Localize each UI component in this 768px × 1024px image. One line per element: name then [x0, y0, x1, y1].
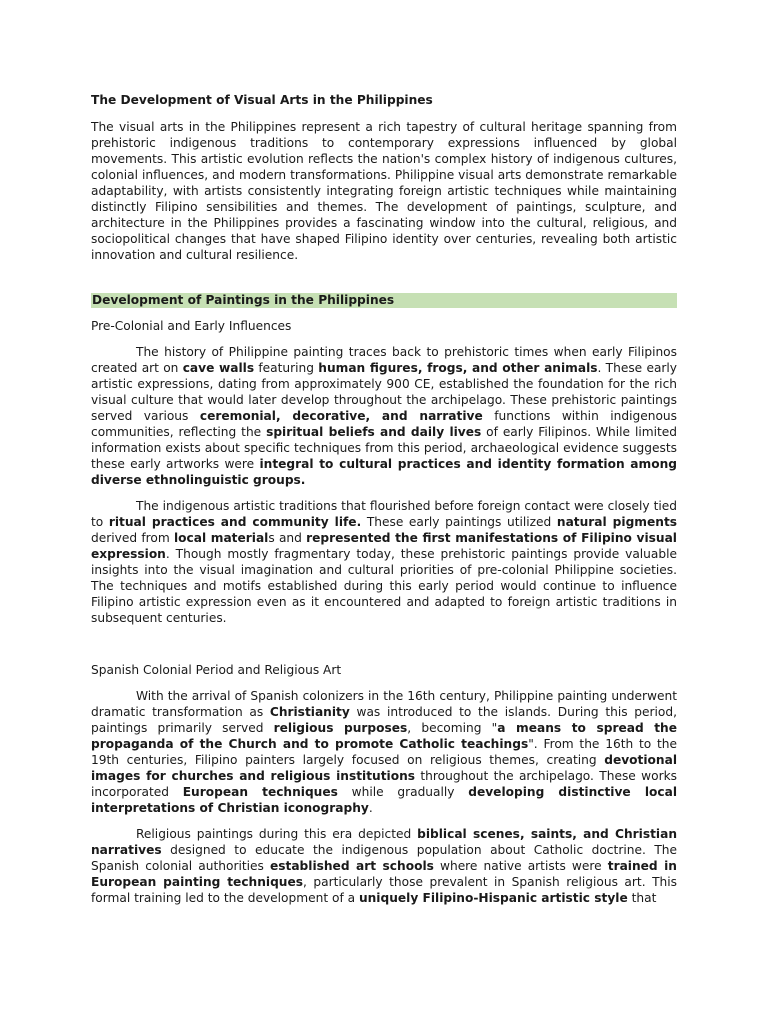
text-run: These early paintings utilized — [361, 515, 557, 529]
text-run: , becoming " — [407, 721, 498, 735]
bold-text-run: integral to cultural practices and identity formation among diverse ethnolinguistic groups. — [91, 457, 677, 487]
intro-paragraph: The visual arts in the Philippines represent a rich tapestry of cultural heritage spanning from prehistoric indigenous traditions to contemporary expressions influenced by global movements. This artistic evolution reflects the nation's complex history of indigenous cultures, colonial influences, and modern transformations. Philippine visual arts demonstrate remarkable adaptability, with artists consistently integrating foreign artistic techniques while maintaining distinctly Filipino sensibilities and themes. The development of paintings, sculpture, and architecture in the Philippines provides a fascinating window into the cultural, religious, and sociopolitical changes that have shaped Filipino identity over centuries, revealing both artistic innovation and cultural resilience. — [91, 120, 677, 262]
body-paragraph — [91, 498, 677, 626]
text-run: . Though mostly fragmentary today, these prehistoric paintings provide valuable insights into the visual imagination and cultural priorities of pre-colonial Philippine societies. The techniques and motifs established during this early period would continue to influence Filipino artistic expression even as it encountered and adapted to foreign artistic traditions in subsequent centuries. — [91, 547, 677, 625]
subsection-heading-precolonial: Pre-Colonial and Early Influences — [91, 319, 292, 333]
body-paragraph — [91, 826, 677, 906]
document-title: The Development of Visual Arts in the Philippines — [91, 93, 433, 107]
bold-text-run: trained in European painting techniques — [91, 859, 677, 889]
text-run: functions within indigenous communities, reflecting the — [91, 409, 677, 439]
section-heading-paintings: Development of Paintings in the Philippines — [91, 293, 677, 308]
bold-text-run: spiritual beliefs and daily lives — [266, 425, 482, 439]
text-run: where native artists were — [433, 859, 608, 873]
bold-text-run: religious purposes — [273, 721, 408, 735]
bold-text-run: a means to spread the propaganda of the Church and to promote Catholic teachings — [91, 721, 677, 751]
text-run: of early Filipinos. While limited information exists about specific techniques from this period, archaeological evidence suggests these early artworks were — [91, 425, 677, 471]
text-run: while gradually — [337, 785, 469, 799]
bold-text-run: uniquely Filipino-Hispanic artistic style — [358, 891, 628, 905]
text-run: With the arrival of Spanish colonizers in the 16th century, Philippine painting underwent dramatic transformation as — [91, 689, 677, 719]
text-run: The history of Philippine painting traces back to prehistoric times when early Filipinos created art on — [91, 345, 677, 375]
text-run: . — [368, 801, 373, 815]
text-run: . These early artistic expressions, dating from approximately 900 CE, established the foundation for the rich visual culture that would later develop throughout the archipelago. These prehistoric paintings served various — [91, 361, 678, 423]
bold-text-run: local material — [173, 531, 269, 545]
bold-text-run: Christianity — [269, 705, 350, 719]
bold-text-run: established art schools — [269, 859, 434, 873]
text-run: derived from — [91, 531, 174, 545]
text-run: Religious paintings during this era depicted — [136, 827, 418, 841]
bold-text-run: biblical scenes, saints, and Christian narratives — [91, 827, 677, 857]
bold-text-run: ritual practices and community life. — [108, 515, 362, 529]
bold-text-run: natural pigments — [556, 515, 678, 529]
text-run: s and — [268, 531, 307, 545]
section-spacer — [91, 636, 677, 662]
bold-text-run: represented the first manifestations of Filipino visual expression — [91, 531, 677, 561]
text-run: was introduced to the islands. During this period, paintings primarily served — [91, 705, 677, 735]
bold-text-run: human figures, frogs, and other animals — [318, 361, 598, 375]
bold-text-run: devotional images for churches and religious institutions — [91, 753, 677, 783]
bold-text-run: ceremonial, decorative, and narrative — [199, 409, 483, 423]
bold-text-run: cave walls — [182, 361, 255, 375]
text-run: designed to educate the indigenous population about Catholic doctrine. The Spanish colonial authorities — [91, 843, 677, 873]
text-run: ". From the 16th to the 19th centuries, Filipino painters largely focused on religious themes, creating — [91, 737, 677, 767]
body-paragraph — [91, 688, 677, 816]
text-run: throughout the archipelago. These works incorporated — [91, 769, 677, 799]
text-run: that — [627, 891, 657, 905]
subsection-heading-spanish-colonial: Spanish Colonial Period and Religious Art — [91, 663, 342, 677]
text-run: featuring — [254, 361, 319, 375]
bold-text-run: European techniques — [182, 785, 338, 799]
bold-text-run: developing distinctive local interpretations of Christian iconography — [91, 785, 677, 815]
text-run: The indigenous artistic traditions that flourished before foreign contact were closely tied to — [91, 499, 677, 529]
text-run: , particularly those prevalent in Spanish religious art. This formal training led to the development of a — [91, 875, 677, 905]
body-paragraph — [91, 344, 677, 488]
